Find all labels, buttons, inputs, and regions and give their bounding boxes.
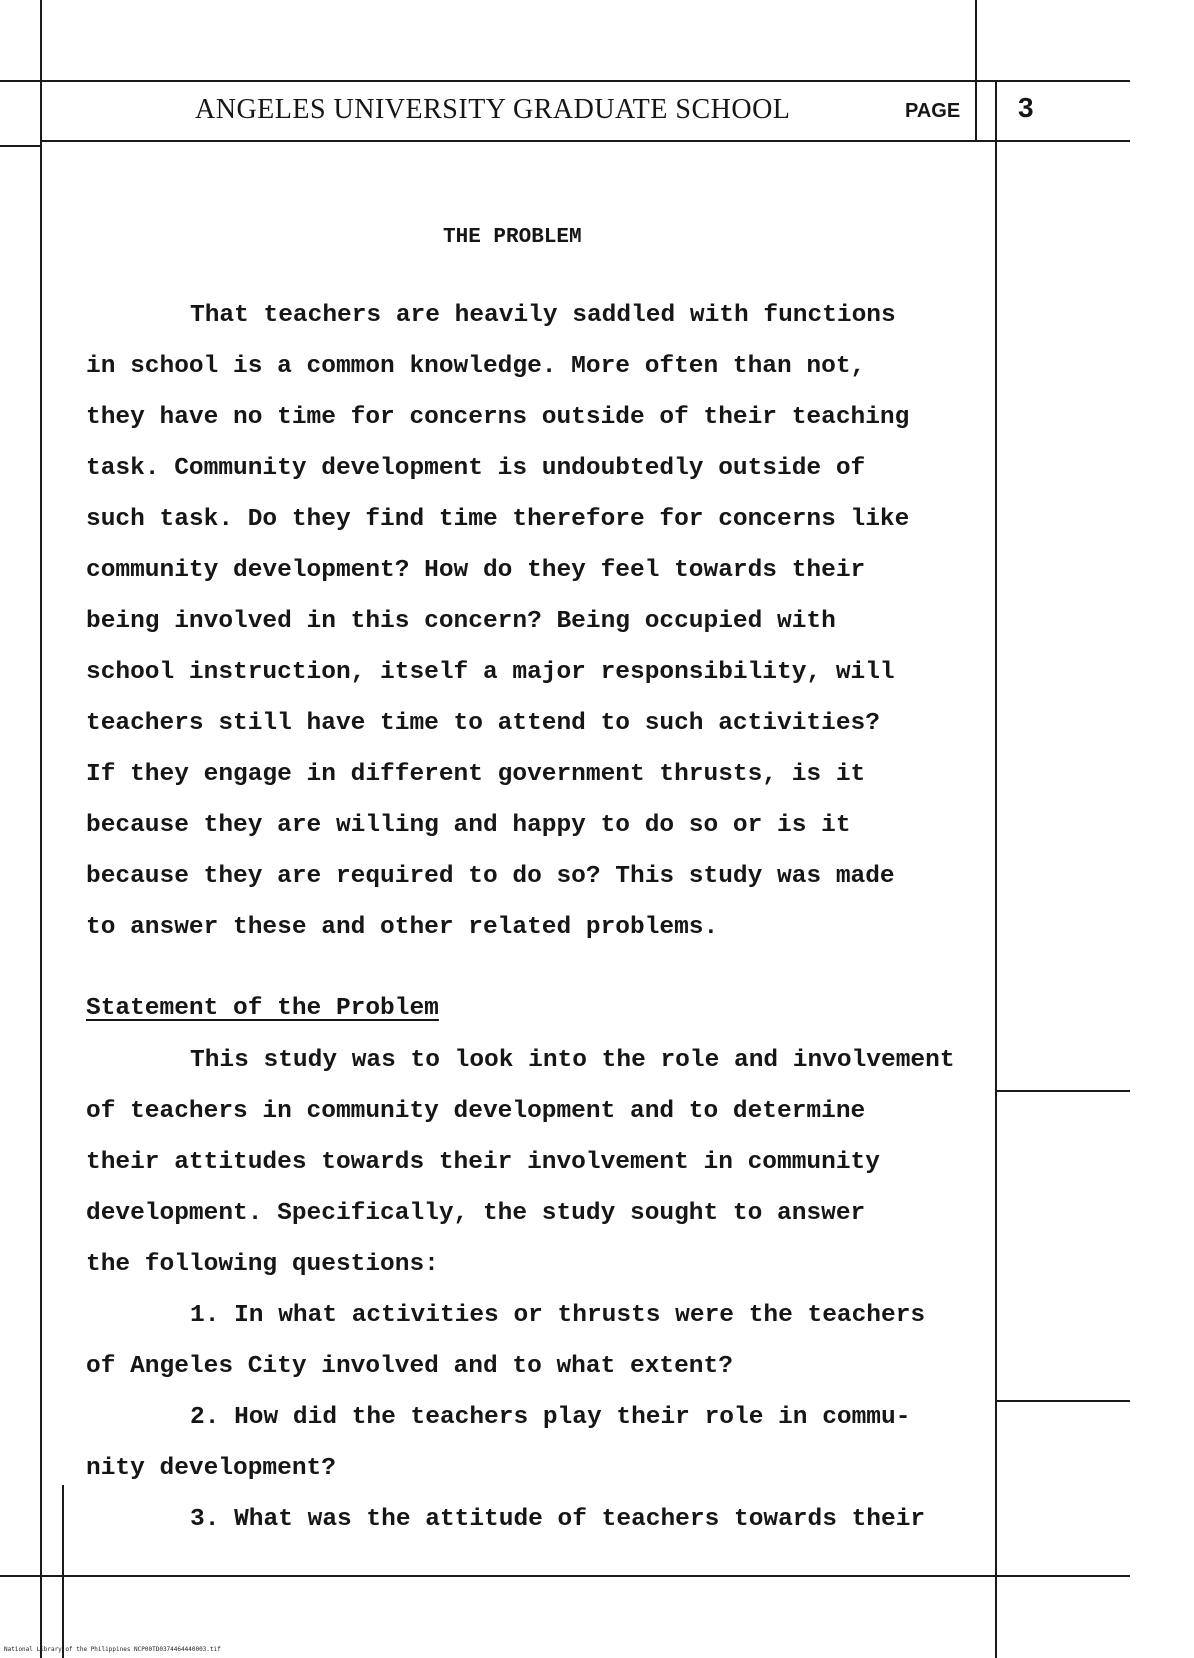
paragraph-line: development. Specifically, the study sought to answer (86, 1200, 866, 1227)
right-edge-tick-1 (997, 1090, 1130, 1092)
paragraph-line: of teachers in community development and to determine (86, 1098, 866, 1125)
right-margin-rule-upper (975, 0, 977, 140)
paragraph-line: community development? How do they feel towards their (86, 557, 866, 584)
paragraph-line: in school is a common knowledge. More often than not, (86, 353, 866, 380)
paragraph-line: teachers still have time to attend to such activities? (86, 710, 880, 737)
page-label: PAGE (905, 100, 961, 122)
paragraph-line: being involved in this concern? Being occupied with (86, 608, 836, 635)
page-number: 3 (1018, 92, 1034, 123)
paragraph-line: This study was to look into the role and involvement (190, 1047, 955, 1074)
paragraph-line: they have no time for concerns outside of their teaching (86, 404, 910, 431)
question-line: of Angeles City involved and to what extent? (86, 1353, 733, 1380)
right-edge-tick-2 (997, 1400, 1130, 1402)
right-margin-rule (995, 80, 997, 1658)
paragraph-line: the following questions: (86, 1251, 439, 1278)
left-edge-tick (0, 145, 40, 147)
paragraph-line: because they are required to do so? This study was made (86, 863, 895, 890)
header-top-rule (0, 80, 1130, 82)
section-heading: THE PROBLEM (443, 226, 582, 249)
scan-footer: National Library of the Philippines NCP00TD0374464440003.tif (4, 1646, 221, 1653)
footer-rule (0, 1575, 1130, 1577)
paragraph-line: If they engage in different government thrusts, is it (86, 761, 866, 788)
left-margin-rule-lower (62, 1485, 64, 1658)
paragraph-line: such task. Do they find time therefore for concerns like (86, 506, 910, 533)
statement-of-problem-heading: Statement of the Problem (86, 995, 439, 1022)
left-margin-rule (40, 0, 42, 1658)
question-line: 1. In what activities or thrusts were the teachers (190, 1302, 926, 1329)
paragraph-line: school instruction, itself a major responsibility, will (86, 659, 895, 686)
question-line: 3. What was the attitude of teachers towards their (190, 1506, 926, 1533)
header-title: ANGELES UNIVERSITY GRADUATE SCHOOL (195, 94, 791, 125)
question-line: nity development? (86, 1455, 336, 1482)
paragraph-line: task. Community development is undoubtedly outside of (86, 455, 866, 482)
paragraph-line: because they are willing and happy to do so or is it (86, 812, 851, 839)
paragraph-line: That teachers are heavily saddled with functions (190, 302, 896, 329)
header-bottom-rule (40, 140, 1130, 142)
question-line: 2. How did the teachers play their role in commu- (190, 1404, 911, 1431)
paragraph-line: their attitudes towards their involvement in community (86, 1149, 880, 1176)
paragraph-line: to answer these and other related problems. (86, 914, 719, 941)
